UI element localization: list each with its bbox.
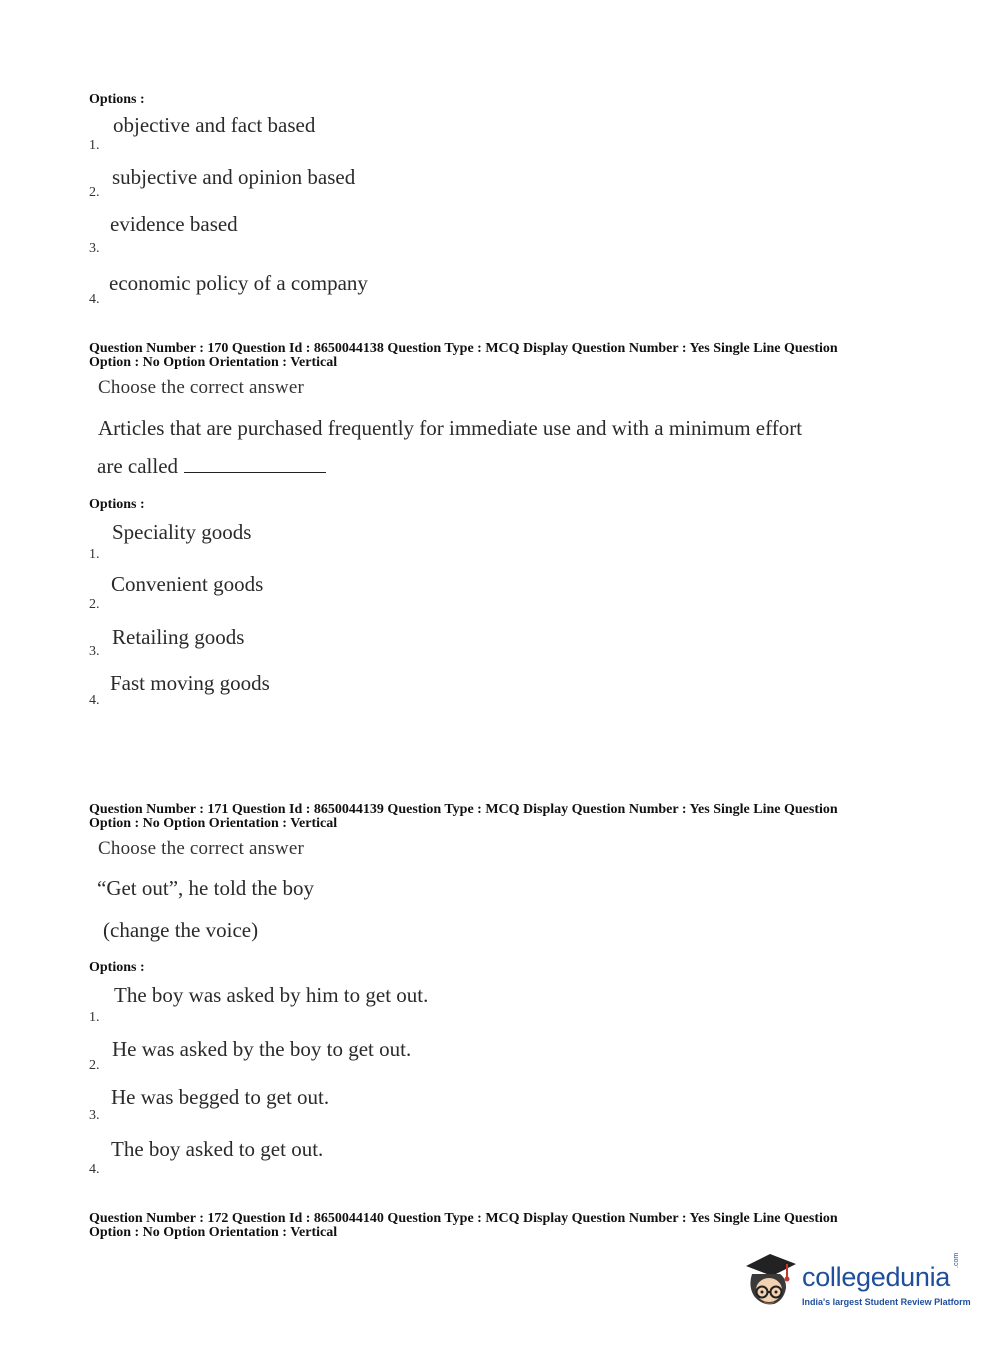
option-text: subjective and opinion based bbox=[112, 165, 356, 189]
question-meta: Question Number : 170 Question Id : 8650044138 Question Type : MCQ Display Question Number : Yes Single Line Question bbox=[89, 341, 838, 356]
question-instruction: Choose the correct answer bbox=[98, 838, 305, 859]
options-label: Options : bbox=[89, 960, 145, 975]
collegedunia-logo bbox=[740, 1248, 970, 1318]
option-text: The boy was asked by him to get out. bbox=[114, 983, 429, 1007]
option-number: 1. bbox=[89, 1010, 100, 1025]
options-label: Options : bbox=[89, 497, 145, 512]
question-text: “Get out”, he told the boy bbox=[97, 876, 314, 900]
option-number: 3. bbox=[89, 241, 100, 256]
option-number: 4. bbox=[89, 693, 100, 708]
question-instruction: Choose the correct answer bbox=[98, 377, 305, 398]
option-number: 2. bbox=[89, 1058, 100, 1073]
question-text-end: are called bbox=[97, 454, 179, 478]
option-text: Fast moving goods bbox=[110, 671, 270, 695]
option-number: 2. bbox=[89, 185, 100, 200]
answer-blank bbox=[184, 471, 326, 473]
option-text: evidence based bbox=[110, 212, 238, 236]
question-meta: Option : No Option Orientation : Vertical bbox=[89, 355, 338, 370]
option-number: 3. bbox=[89, 1108, 100, 1123]
option-text: Speciality goods bbox=[112, 520, 252, 544]
question-meta: Question Number : 171 Question Id : 8650044139 Question Type : MCQ Display Question Number : Yes Single Line Question bbox=[89, 802, 838, 817]
brand-name: collegedunia bbox=[802, 1262, 951, 1292]
question-text: Articles that are purchased frequently for immediate use and with a minimum effort bbox=[98, 416, 803, 440]
option-text: economic policy of a company bbox=[109, 271, 368, 295]
option-number: 1. bbox=[89, 547, 100, 562]
option-number: 2. bbox=[89, 597, 100, 612]
option-number: 4. bbox=[89, 292, 100, 307]
option-text: He was begged to get out. bbox=[111, 1085, 330, 1109]
question-text: (change the voice) bbox=[103, 918, 259, 942]
mascot-icon bbox=[740, 1248, 802, 1312]
option-text: Retailing goods bbox=[112, 625, 245, 649]
option-number: 4. bbox=[89, 1162, 100, 1177]
option-text: objective and fact based bbox=[113, 113, 316, 137]
brand-tagline: India's largest Student Review Platform bbox=[802, 1297, 971, 1307]
options-label: Options : bbox=[89, 92, 145, 107]
option-text: Convenient goods bbox=[111, 572, 264, 596]
question-text bbox=[97, 454, 326, 479]
question-meta: Question Number : 172 Question Id : 8650044140 Question Type : MCQ Display Question Number : Yes Single Line Question bbox=[89, 1211, 838, 1226]
option-number: 3. bbox=[89, 644, 100, 659]
option-number: 1. bbox=[89, 138, 100, 153]
option-text: He was asked by the boy to get out. bbox=[112, 1037, 412, 1061]
option-text: The boy asked to get out. bbox=[111, 1137, 324, 1161]
question-meta: Option : No Option Orientation : Vertical bbox=[89, 1225, 338, 1240]
brand-domain: .com bbox=[953, 1252, 960, 1268]
question-meta: Option : No Option Orientation : Vertical bbox=[89, 816, 338, 831]
